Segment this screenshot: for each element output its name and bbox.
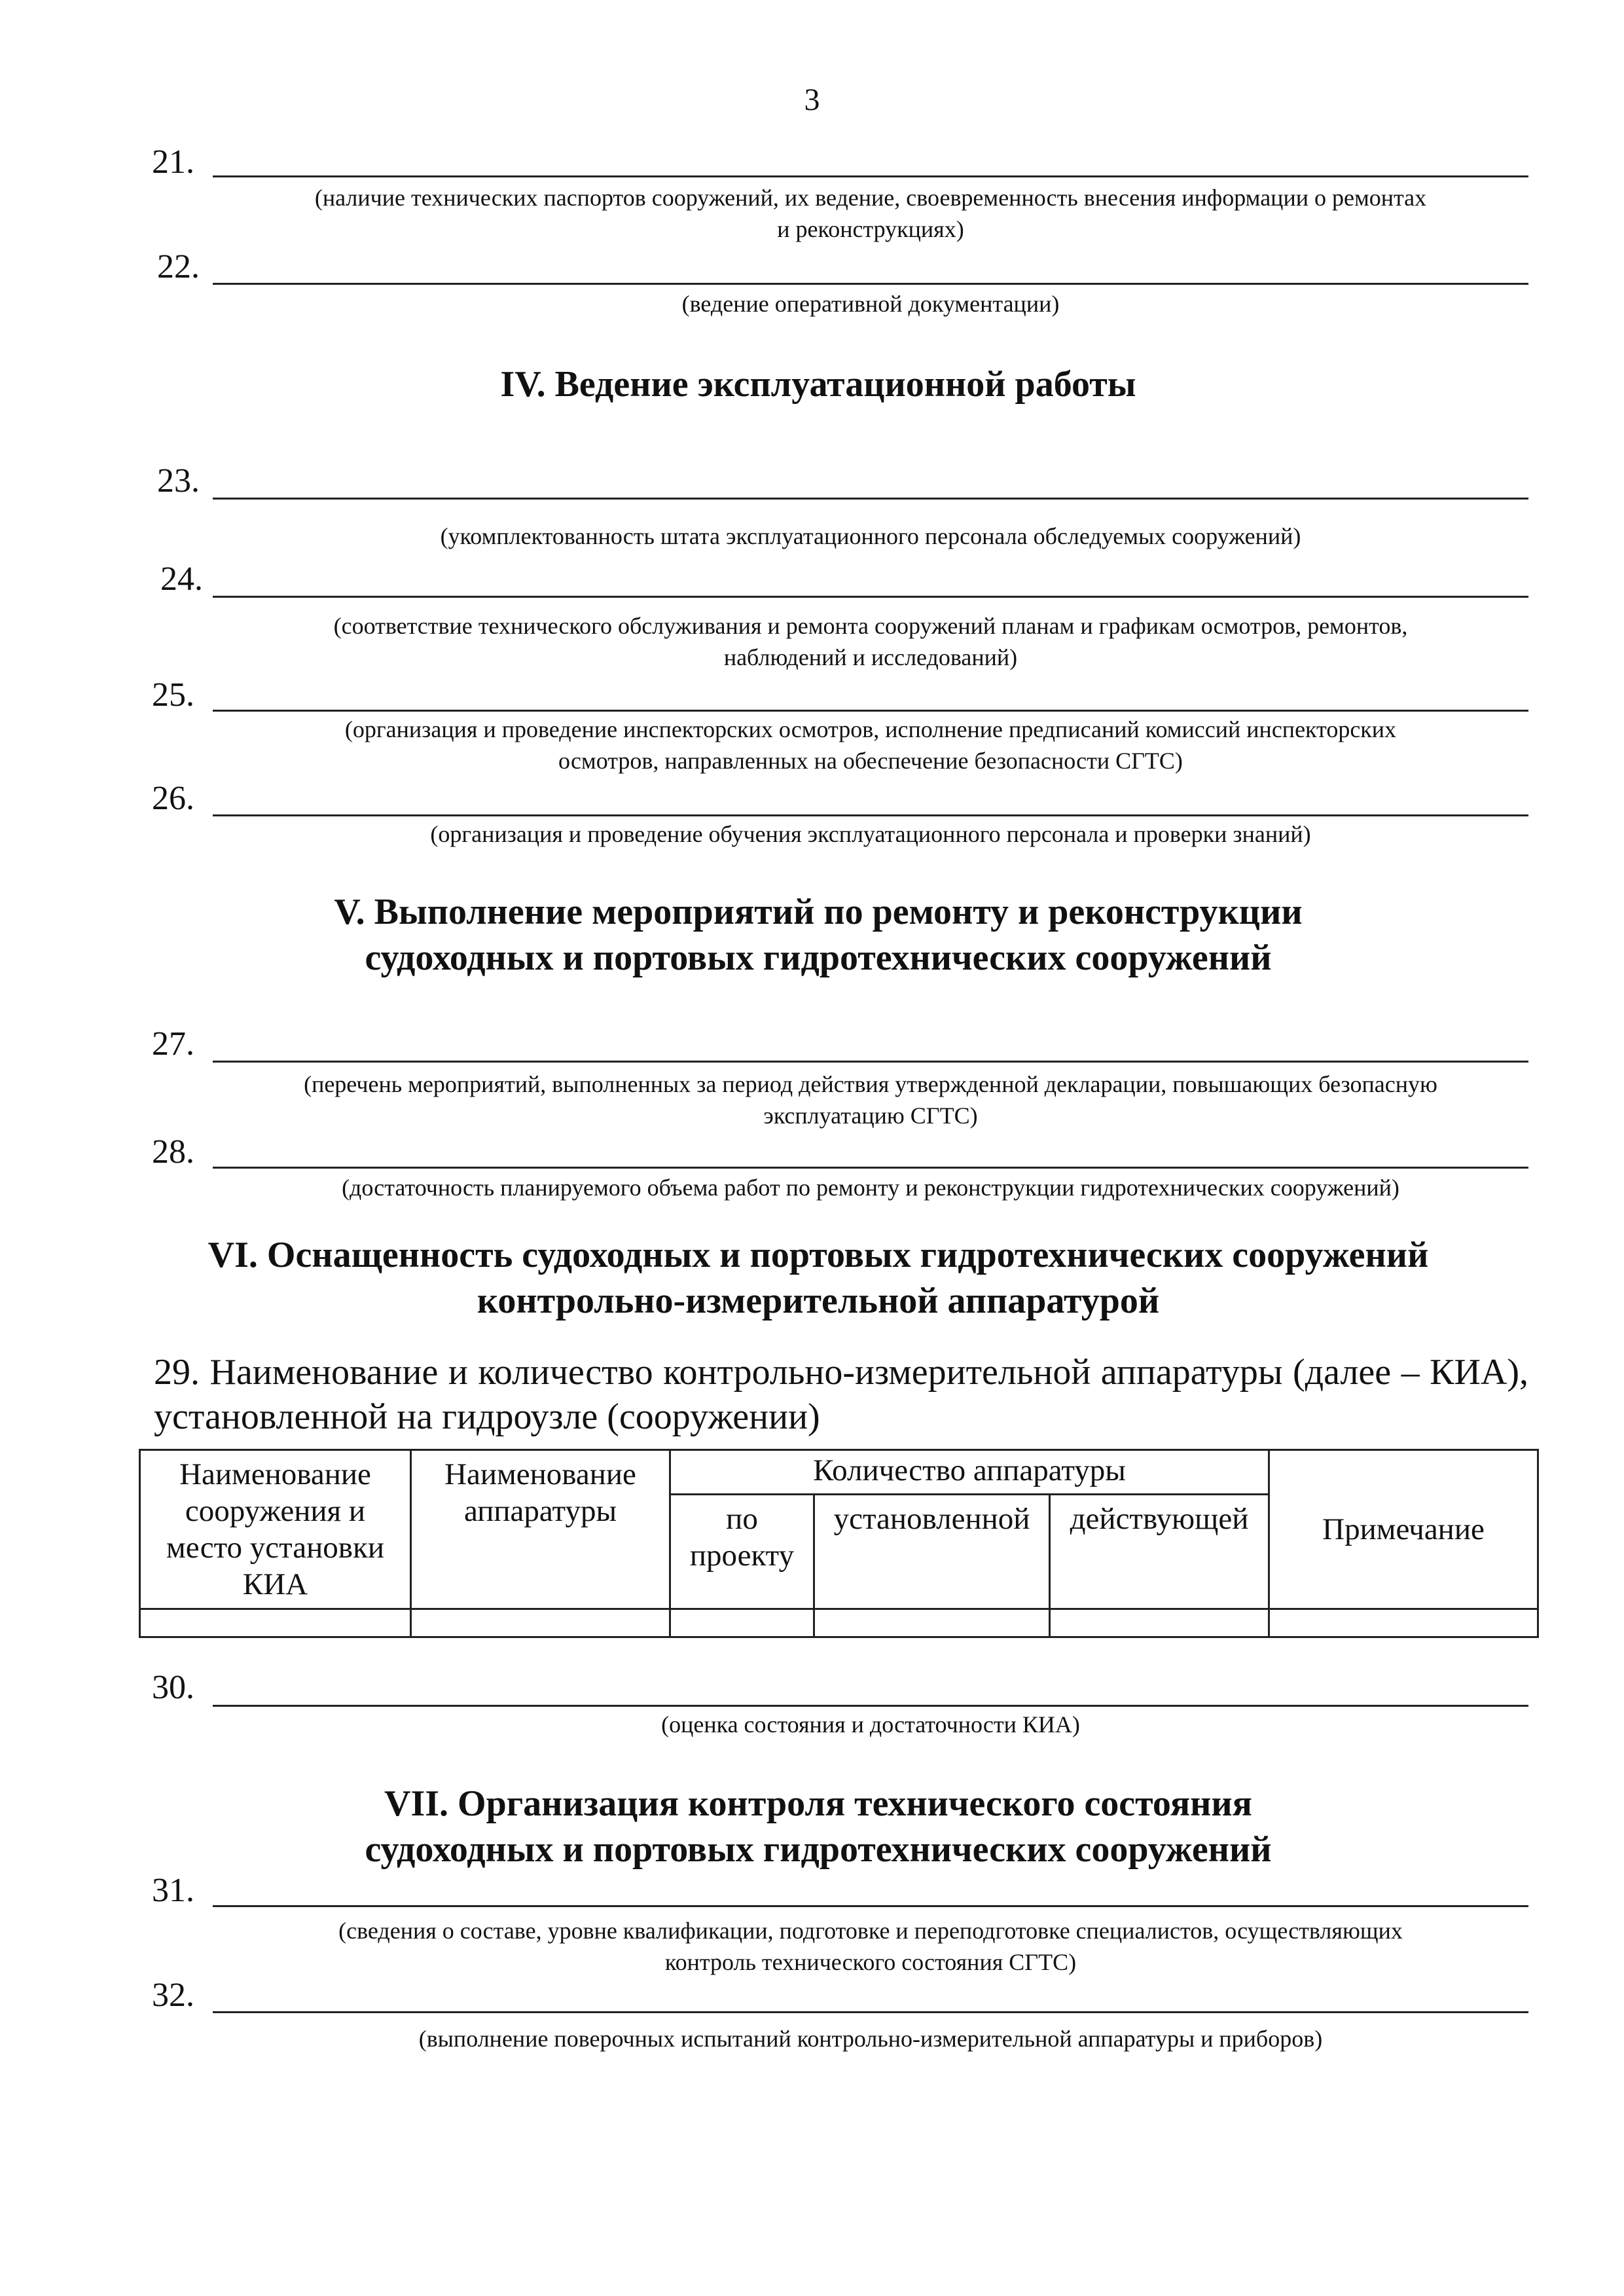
table-row — [140, 1609, 1538, 1637]
header-by-project — [670, 1495, 814, 1609]
item-31-number: 31. — [152, 1872, 194, 1909]
item-25-hint — [209, 714, 1532, 776]
item-32-hint — [209, 2023, 1532, 2054]
item-25-number: 25. — [152, 676, 194, 714]
item-22-hint — [209, 288, 1532, 319]
header-quantity: Количество аппаратуры — [670, 1450, 1269, 1495]
header-structure — [140, 1450, 411, 1609]
item-27-hint — [209, 1068, 1532, 1131]
header-device — [411, 1450, 670, 1609]
item-30-hint-line-1: (оценка состояния и достаточности КИА) — [661, 1711, 1080, 1738]
table-cell[interactable] — [140, 1609, 411, 1637]
item-21-number: 21. — [152, 143, 194, 181]
item-21-hint-line-2: и реконструкциях) — [777, 216, 964, 242]
item-27-hint-line-2: эксплуатацию СГТС) — [763, 1102, 978, 1129]
item-32-number: 32. — [152, 1977, 194, 2014]
item-25-hint-line-1: (организация и проведение инспекторских осмотров, исполнение предписаний комиссий инспекторских — [344, 716, 1397, 742]
item-23-hint — [209, 520, 1532, 552]
section-6-title-line-1: VI. Оснащенность судоходных и портовых гидротехнических сооружений — [208, 1235, 1429, 1275]
item-24-field[interactable] — [213, 596, 1528, 598]
item-23-hint-line-1: (укомплектованность штата эксплуатационного персонала обследуемых сооружений) — [440, 523, 1301, 549]
header-installed: установленной — [814, 1495, 1050, 1609]
header-working: действующей — [1050, 1495, 1269, 1609]
item-25-field[interactable] — [213, 710, 1528, 712]
header-structure-line-2: сооружения и — [185, 1494, 366, 1528]
section-6-heading — [131, 1232, 1506, 1324]
header-by-project-line-1: по — [726, 1502, 758, 1536]
item-26-number: 26. — [152, 780, 194, 817]
section-5-heading — [131, 889, 1506, 981]
section-7-title-line-1: VII. Организация контроля технического состояния — [384, 1783, 1252, 1824]
item-21-field[interactable] — [213, 175, 1528, 177]
item-26-field[interactable] — [213, 814, 1528, 816]
item-25-hint-line-2: осмотров, направленных на обеспечение безопасности СГТС) — [558, 748, 1183, 774]
item-23-number: 23. — [157, 462, 200, 500]
section-5-title-line-2: судоходных и портовых гидротехнических сооружений — [365, 938, 1272, 978]
table-header-row-1 — [140, 1450, 1538, 1495]
header-note: Примечание — [1269, 1450, 1538, 1609]
kia-table — [139, 1449, 1539, 1638]
item-30-number: 30. — [152, 1669, 194, 1706]
page-number: 3 — [804, 82, 820, 117]
section-4-title: IV. Ведение эксплуатационной работы — [500, 364, 1136, 405]
item-26-hint — [209, 818, 1532, 850]
item-23-field[interactable] — [213, 498, 1528, 500]
section-6-title-line-2: контрольно-измерительной аппаратурой — [477, 1281, 1160, 1321]
item-31-field[interactable] — [213, 1905, 1528, 1907]
section-4-heading — [131, 361, 1506, 407]
item-31-hint — [209, 1915, 1532, 1978]
item-32-hint-line-1: (выполнение поверочных испытаний контрольно-измерительной аппаратуры и приборов) — [418, 2026, 1323, 2052]
table-cell[interactable] — [670, 1609, 814, 1637]
item-28-field[interactable] — [213, 1167, 1528, 1169]
item-31-hint-line-2: контроль технического состояния СГТС) — [664, 1949, 1077, 1975]
item-29-text: 29. Наименование и количество контрольно-измерительной аппаратуры (далее – КИА), установленной на гидроузле (сооружении) — [154, 1352, 1528, 1437]
item-28-hint — [209, 1172, 1532, 1203]
header-device-line-2: аппаратуры — [463, 1494, 617, 1528]
section-7-heading — [131, 1781, 1506, 1872]
item-21-hint — [209, 182, 1532, 245]
item-27-field[interactable] — [213, 1061, 1528, 1063]
table-cell[interactable] — [411, 1609, 670, 1637]
item-24-hint — [209, 610, 1532, 673]
item-28-hint-line-1: (достаточность планируемого объема работ по ремонту и реконструкции гидротехнических сооружений) — [342, 1175, 1399, 1201]
item-21-hint-line-1: (наличие технических паспортов сооружений, их ведение, своевременность внесения информации о ремонтах — [314, 185, 1427, 211]
table-cell[interactable] — [1050, 1609, 1269, 1637]
header-by-project-line-2: проекту — [689, 1539, 795, 1573]
header-device-line-1: Наименование — [444, 1457, 636, 1491]
section-7-title-line-2: судоходных и портовых гидротехнических сооружений — [365, 1829, 1272, 1870]
item-22-field[interactable] — [213, 283, 1528, 285]
item-30-hint — [209, 1709, 1532, 1740]
item-24-hint-line-1: (соответствие технического обслуживания и ремонта сооружений планам и графикам осмотров, ремонтов, — [333, 613, 1408, 639]
item-27-number: 27. — [152, 1025, 194, 1063]
item-28-number: 28. — [152, 1133, 194, 1171]
item-32-field[interactable] — [213, 2011, 1528, 2013]
table-cell[interactable] — [814, 1609, 1050, 1637]
item-24-number: 24. — [160, 560, 203, 598]
header-structure-line-4: КИА — [242, 1567, 308, 1601]
item-22-number: 22. — [157, 248, 200, 285]
header-structure-line-1: Наименование — [179, 1457, 371, 1491]
item-26-hint-line-1: (организация и проведение обучения эксплуатационного персонала и проверки знаний) — [430, 821, 1311, 847]
item-22-hint-line-1: (ведение оперативной документации) — [681, 291, 1060, 317]
item-30-field[interactable] — [213, 1705, 1528, 1707]
header-structure-line-3: место установки — [166, 1531, 384, 1565]
item-27-hint-line-1: (перечень мероприятий, выполненных за период действия утвержденной декларации, повышающих безопасную — [304, 1071, 1437, 1097]
item-24-hint-line-2: наблюдений и исследований) — [723, 644, 1018, 670]
table-cell[interactable] — [1269, 1609, 1538, 1637]
item-31-hint-line-1: (сведения о составе, уровне квалификации, подготовке и переподготовке специалистов, осуществляющих — [338, 1918, 1403, 1944]
section-5-title-line-1: V. Выполнение мероприятий по ремонту и реконструкции — [334, 892, 1303, 932]
